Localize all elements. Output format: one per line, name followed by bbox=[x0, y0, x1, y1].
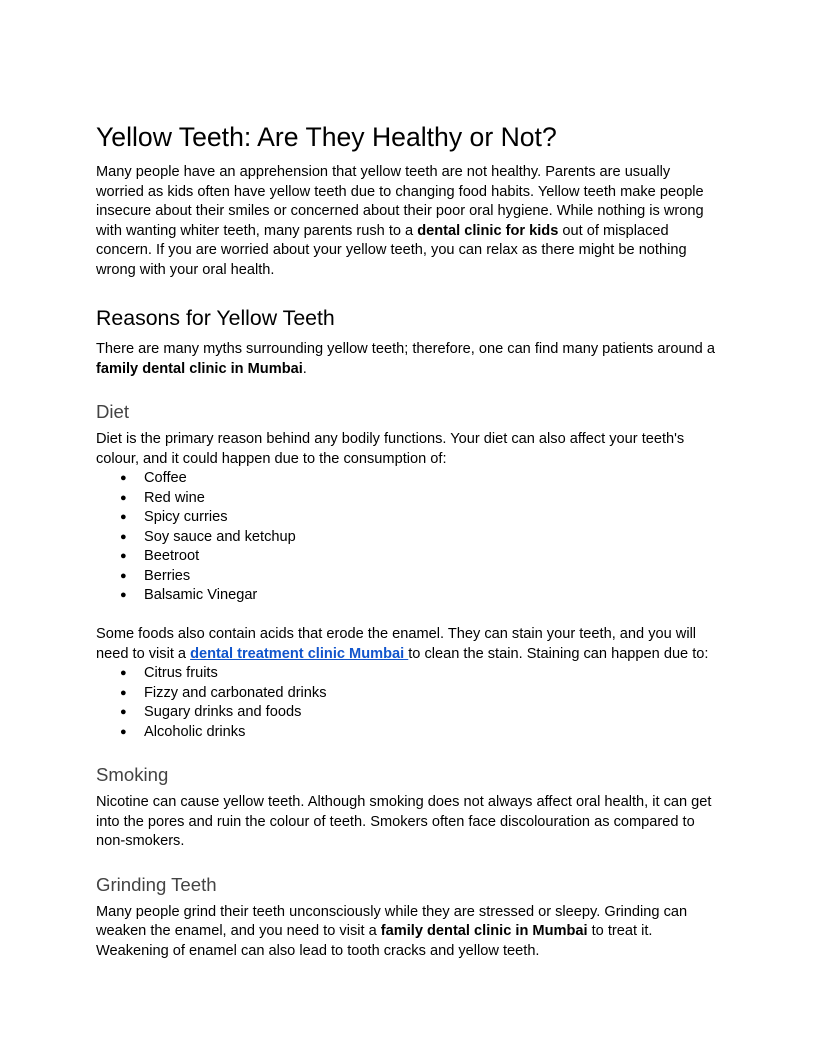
intro-text-end: out of misplaced concern. If you are worried about your yellow teeth, you can relax as there might be nothing wrong with your oral health. bbox=[96, 222, 687, 278]
list-item: ● Berries bbox=[120, 567, 720, 587]
diet-list bbox=[96, 469, 720, 606]
grinding-heading: Grinding Teeth bbox=[96, 873, 217, 895]
list-item: ● Sugary drinks and foods bbox=[120, 703, 720, 723]
list-item: ● Beetroot bbox=[120, 547, 720, 567]
acids-text-end: to clean the stain. Staining can happen due to: bbox=[408, 645, 709, 662]
intro-paragraph bbox=[96, 163, 720, 280]
diet-heading: Diet bbox=[96, 401, 130, 422]
dental-treatment-clinic-link[interactable]: dental treatment clinic Mumbai bbox=[190, 645, 409, 662]
diet-paragraph: Diet is the primary reason behind any bodily functions. Your diet can also affect your teeth's colour, and it could happen due to the consumption of: bbox=[96, 431, 685, 467]
grinding-bold-family-clinic: family dental clinic in Mumbai bbox=[380, 923, 588, 939]
list-item: ● Red wine bbox=[120, 489, 720, 509]
list-item: ● Alcoholic drinks bbox=[120, 723, 720, 743]
grinding-text: Many people grind their teeth unconsciously while they are stressed or sleepy. Grinding can weaken the enamel, and you need to visit a bbox=[96, 903, 688, 939]
reasons-text-end: . bbox=[302, 360, 307, 377]
page-title: Yellow Teeth: Are They Healthy or Not? bbox=[96, 122, 557, 152]
list-item: ● Soy sauce and ketchup bbox=[120, 528, 720, 548]
list-item: ● Citrus fruits bbox=[120, 664, 720, 684]
smoking-paragraph: Nicotine can cause yellow teeth. Although smoking does not always affect oral health, it can get into the pores and ruin the colour of teeth. Smokers often face discolouration as compared to non-smokers. bbox=[96, 794, 712, 849]
reasons-heading: Reasons for Yellow Teeth bbox=[96, 306, 335, 330]
reasons-text: There are many myths surrounding yellow teeth; therefore, one can find many patients around a bbox=[96, 341, 715, 357]
acids-text: Some foods also contain acids that erode the enamel. They can stain your teeth, and you will need to visit a bbox=[96, 626, 697, 662]
document-body bbox=[96, 119, 720, 961]
list-item: ● Balsamic Vinegar bbox=[120, 586, 720, 606]
acids-paragraph bbox=[96, 625, 720, 664]
list-item: ● Fizzy and carbonated drinks bbox=[120, 684, 720, 704]
intro-text: Many people have an apprehension that yellow teeth are not healthy. Parents are usually worried as kids often have yellow teeth due to changing food habits. Yellow teeth make people insecure about their smiles or concerned about their poor oral hygiene. While nothing is wrong with wanting whiter teeth, many parents rush to a bbox=[96, 164, 704, 239]
reasons-bold-family-clinic: family dental clinic in Mumbai bbox=[96, 360, 303, 377]
smoking-heading: Smoking bbox=[96, 764, 169, 785]
reasons-paragraph bbox=[96, 340, 720, 379]
intro-bold-dental-clinic-for-kids: dental clinic for kids bbox=[417, 222, 559, 239]
grinding-paragraph bbox=[96, 903, 720, 962]
list-item: ● Coffee bbox=[120, 469, 720, 489]
grinding-text-end: to treat it. Weakening of enamel can also lead to tooth cracks and yellow teeth. bbox=[96, 923, 653, 959]
list-item: ● Spicy curries bbox=[120, 508, 720, 528]
blank-line bbox=[96, 606, 720, 626]
acids-list bbox=[96, 664, 720, 742]
